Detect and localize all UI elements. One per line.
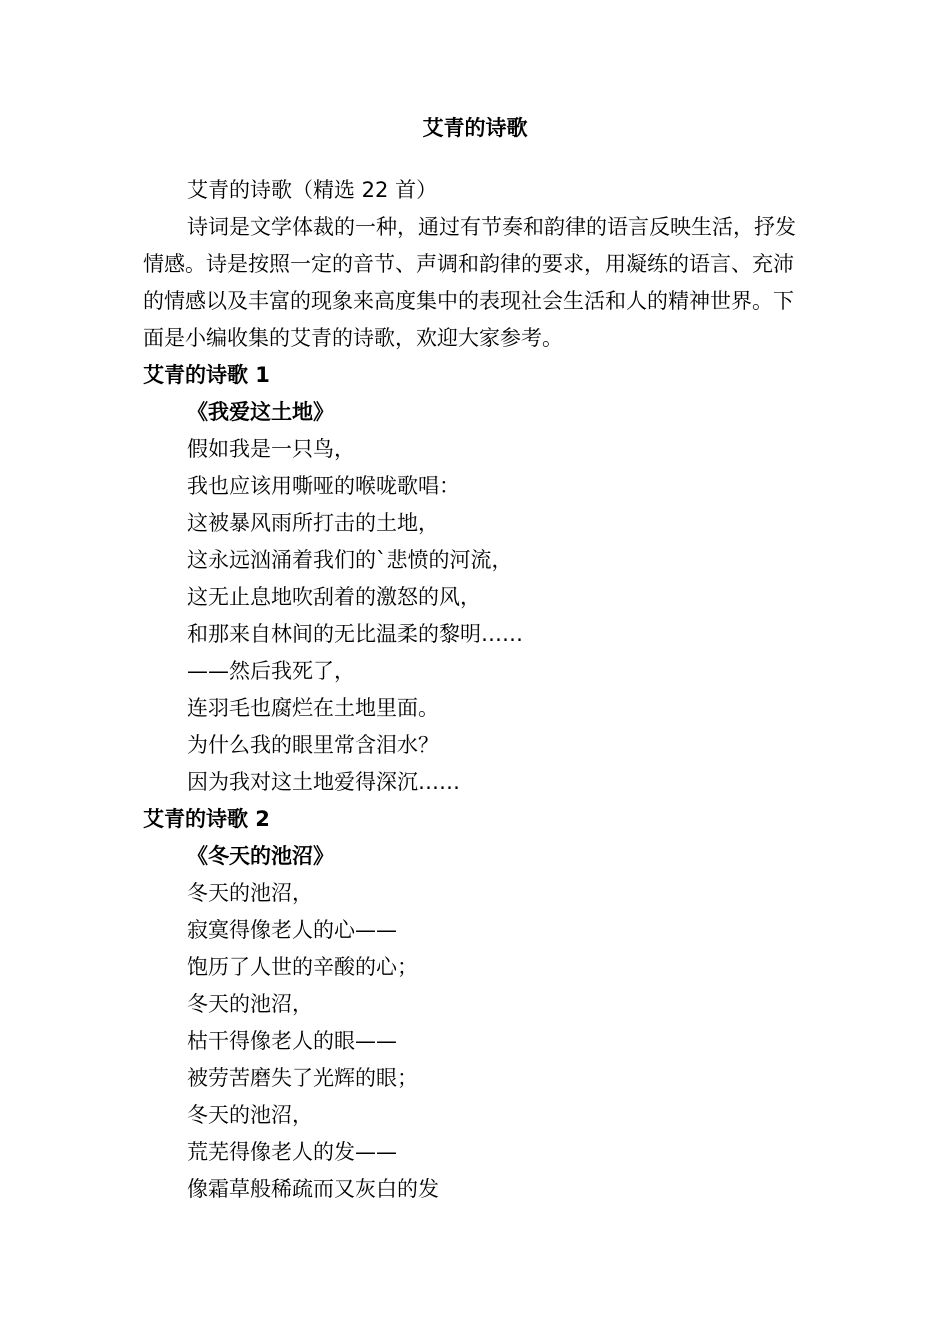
poem-line: 冬天的池沼， [187,881,313,905]
poem-line: 冬天的池沼， [187,1103,313,1127]
section-heading: 艾青的诗歌 2 [143,807,270,831]
poem-line: 荒芜得像老人的发—— [187,1140,397,1164]
poem-title: 《我爱这土地》 [187,400,334,424]
poem-line: 和那来自林间的无比温柔的黎明…… [187,622,523,646]
poem-line: 连羽毛也腐烂在土地里面。 [187,696,439,720]
poem-line: 我也应该用嘶哑的喉咙歌唱： [187,474,460,498]
poem-line: 这永远汹涌着我们的`悲愤的河流， [187,548,513,572]
poem-section-1 [143,357,811,801]
poem-line: 饱历了人世的辛酸的心； [187,955,418,979]
document-body [143,172,811,1208]
document-subtitle: 艾青的诗歌（精选 22 首） [187,178,438,202]
poem-line: 枯干得像老人的眼—— [187,1029,397,1053]
poem-line: 这被暴风雨所打击的土地， [187,511,439,535]
poem-line: ——然后我死了， [187,659,355,683]
document-title: 艾青的诗歌 [422,116,528,140]
poem-line: 假如我是一只鸟， [187,437,355,461]
poem-line: 被劳苦磨失了光辉的眼； [187,1066,418,1090]
poem-line: 寂寞得像老人的心—— [187,918,397,942]
section-heading: 艾青的诗歌 1 [143,363,270,387]
poem-section-2 [143,801,811,1208]
poem-line: 为什么我的眼里常含泪水？ [187,733,439,757]
intro-paragraph: 诗词是文学体裁的一种，通过有节奏和韵律的语言反映生活，抒发情感。诗是按照一定的音节、声调和韵律的要求，用凝练的语言、充沛的情感以及丰富的现象来高度集中的表现社会生活和人的精神世界。下面是小编收集的艾青的诗歌，欢迎大家参考。 [143,215,796,350]
poem-line: 像霜草般稀疏而又灰白的发 [187,1177,439,1201]
poem-line: 冬天的池沼， [187,992,313,1016]
poem-line: 这无止息地吹刮着的激怒的风， [187,585,481,609]
poem-title: 《冬天的池沼》 [187,844,334,868]
poem-line: 因为我对这土地爱得深沉…… [187,770,460,794]
